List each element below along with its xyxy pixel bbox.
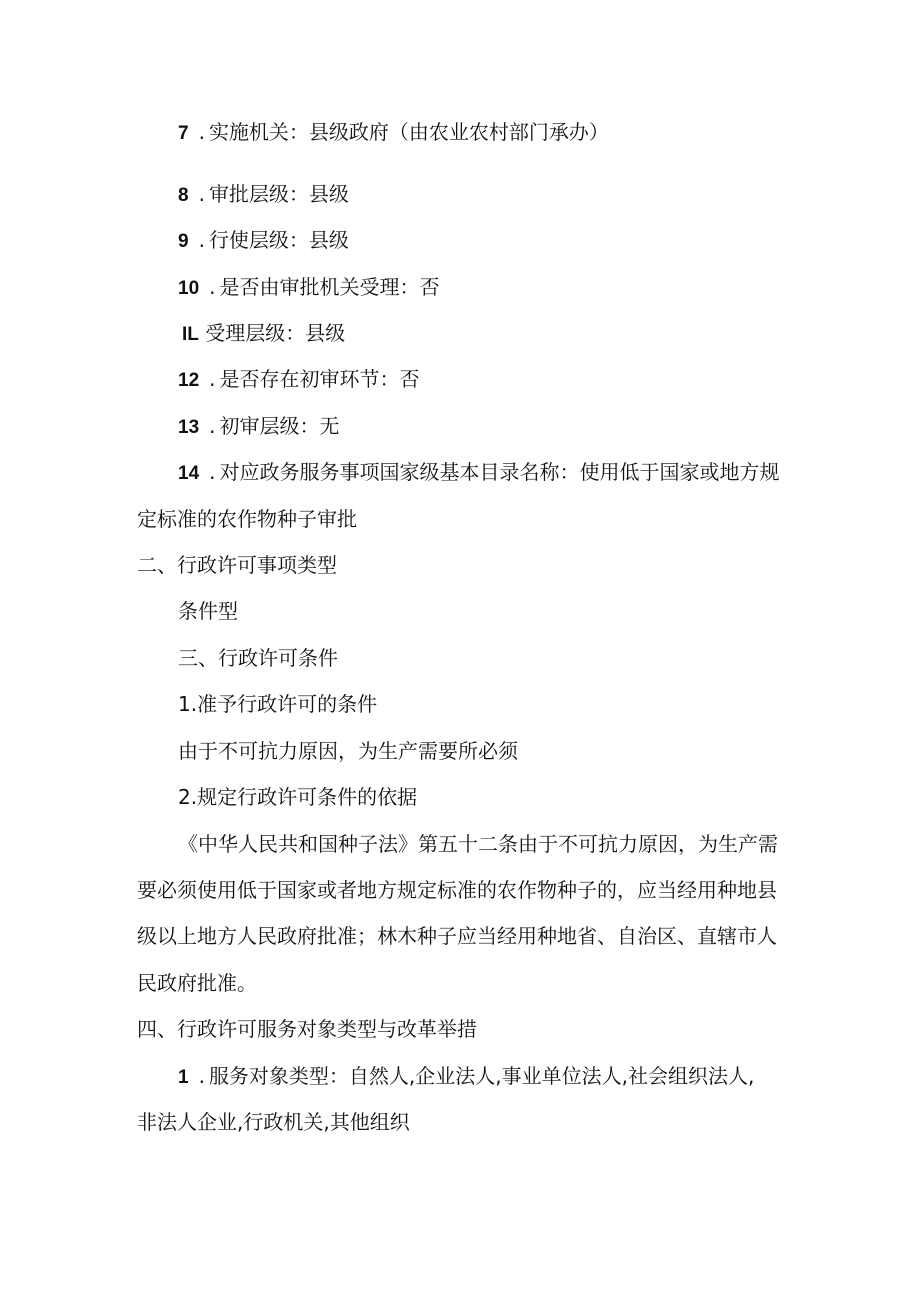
basis-paragraph-line-1: 《中华人民共和国种子法》第五十二条由于不可抗力原因，为生产需 [178,832,778,856]
item-text: 是否由审批机关受理：否 [219,275,440,299]
basis-paragraph-line-3: 级以上地方人民政府批准；林木种子应当经用种地省、自治区、直辖市人 [137,924,777,948]
item-text: 对应政务服务事项国家级基本目录名称：使用低于国家或地方规 [219,460,780,484]
item-text: 服务对象类型：自然人,企业法人,事业单位法人,社会组织法人, [208,1064,755,1088]
item-text: 实施机关：县级政府（由农业农村部门承办） [208,120,609,144]
item-number: 8 [178,185,189,206]
section-heading-3: 三、行政许可条件 [178,646,338,670]
item-text: 初审层级：无 [219,414,340,438]
section-heading-4: 四、行政许可服务对象类型与改革举措 [137,1017,477,1041]
item-text: 是否存在初审环节：否 [219,367,420,391]
item-number: 9 [178,231,189,252]
item-13: 13 . 初审层级：无 [178,414,340,438]
subheading-conditions: 1.准予行政许可的条件 [178,692,378,716]
item-text: 受理层级：县级 [205,321,346,345]
item-text: 行使层级：县级 [208,228,349,252]
conditions-text: 由于不可抗力原因，为生产需要所必须 [178,739,518,763]
item-number: IL [182,324,199,345]
section-heading-2: 二、行政许可事项类型 [137,553,337,577]
permit-type-value: 条件型 [178,599,238,623]
basis-paragraph-line-4: 民政府批准。 [137,971,257,995]
item-number: 7 [178,123,189,144]
item-14-continuation [137,505,357,533]
item-text: 定标准的农作物种子审批 [137,507,357,531]
basis-paragraph-line-2: 要必须使用低于国家或者地方规定标准的农作物种子的，应当经用种地县 [137,878,777,902]
subheading-basis: 2.规定行政许可条件的依据 [178,785,418,809]
item-number: 14 [178,463,200,484]
item-number: 13 [178,417,200,438]
item-number: 10 [178,278,200,299]
item-12: 12 . 是否存在初审环节：否 [178,367,420,391]
item-text: 审批层级：县级 [208,182,349,206]
item-8: 8 . 审批层级：县级 [178,182,349,206]
item-9: 9 . 行使层级：县级 [178,228,349,252]
item-11 [182,319,345,349]
item-number: 1 [178,1067,189,1088]
item-number: 12 [178,370,200,391]
item-10: 10 . 是否由审批机关受理：否 [178,275,440,299]
item-7: 7 . 实施机关：县级政府（由农业农村部门承办） [178,120,609,144]
service-object-item: 1 . 服务对象类型：自然人,企业法人,事业单位法人,社会组织法人, [178,1064,755,1088]
service-object-continuation: 非法人企业,行政机关,其他组织 [137,1110,410,1134]
item-14: 14 . 对应政务服务事项国家级基本目录名称：使用低于国家或地方规 [178,460,780,484]
